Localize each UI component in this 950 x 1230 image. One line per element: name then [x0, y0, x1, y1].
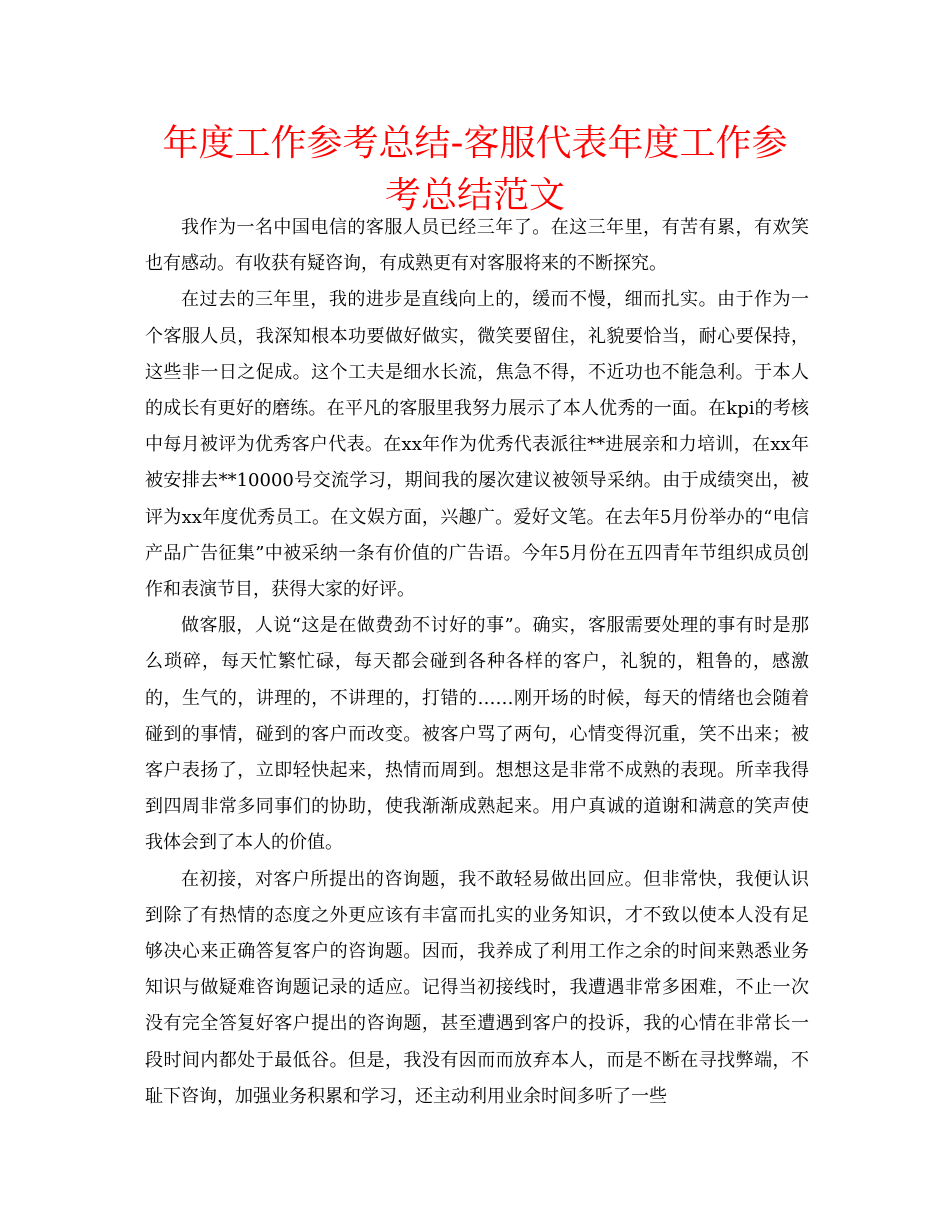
- document-body: [145, 210, 809, 1115]
- paragraph: 在过去的三年里，我的进步是直线向上的，缓而不慢，细而扎实。由于作为一个客服人员，我深知根本功要做好做实，微笑要留住，礼貌要恰当，耐心要保持，这些非一日之促成。这个工夫是细水长流，焦急不得，不近功也不能急利。于本人的成长有更好的磨练。在平凡的客服里我努力展示了本人优秀的一面。在kpi的考核中每月被评为优秀客户代表。在xx年作为优秀代表派往**进展亲和力培训，在xx年被安排去**10000号交流学习，期间我的屡次建议被领导采纳。由于成绩突出，被评为xx年度优秀员工。在文娱方面，兴趣广。爱好文笔。在去年5月份举办的“电信产品广告征集”中被采纳一条有价值的广告语。今年5月份在五四青年节组织成员创作和表演节目，获得大家的好评。: [145, 289, 809, 601]
- paragraph: 在初接，对客户所提出的咨询题，我不敢轻易做出回应。但非常快，我便认识到除了有热情的态度之外更应该有丰富而扎实的业务知识，才不致以使本人没有足够决心来正确答复客户的咨询题。因而，我养成了利用工作之余的时间来熟悉业务知识与做疑难咨询题记录的适应。记得当初接线时，我遭遇非常多困难，不止一次没有完全答复好客户提出的咨询题，甚至遭遇到客户的投诉，我的心情在非常长一段时间内都处于最低谷。但是，我没有因而而放弃本人，而是不断在寻找弊端，不耻下咨询，加强业务积累和学习，还主动利用业余时间多听了一些: [145, 868, 809, 1107]
- paragraph: 做客服，人说“这是在做费劲不讨好的事”。确实，客服需要处理的事有时是那么琐碎，每天忙繁忙碌，每天都会碰到各种各样的客户，礼貌的，粗鲁的，感激的，生气的，讲理的，不讲理的，打错的……刚开场的时候，每天的情绪也会随着碰到的事情，碰到的客户而改变。被客户骂了两句，心情变得沉重，笑不出来；被客户表扬了，立即轻快起来，热情而周到。想想这是非常不成熟的表现。所幸我得到四周非常多同事们的协助，使我渐渐成熟起来。用户真诚的道谢和满意的笑声使我体会到了本人的价值。: [145, 615, 809, 854]
- paragraph: 我作为一名中国电信的客服人员已经三年了。在这三年里，有苦有累，有欢笑也有感动。有收获有疑咨询，有成熟更有对客服将来的不断探究。: [145, 217, 809, 275]
- document-title: 年度工作参考总结-客服代表年度工作参考总结范文: [162, 123, 788, 216]
